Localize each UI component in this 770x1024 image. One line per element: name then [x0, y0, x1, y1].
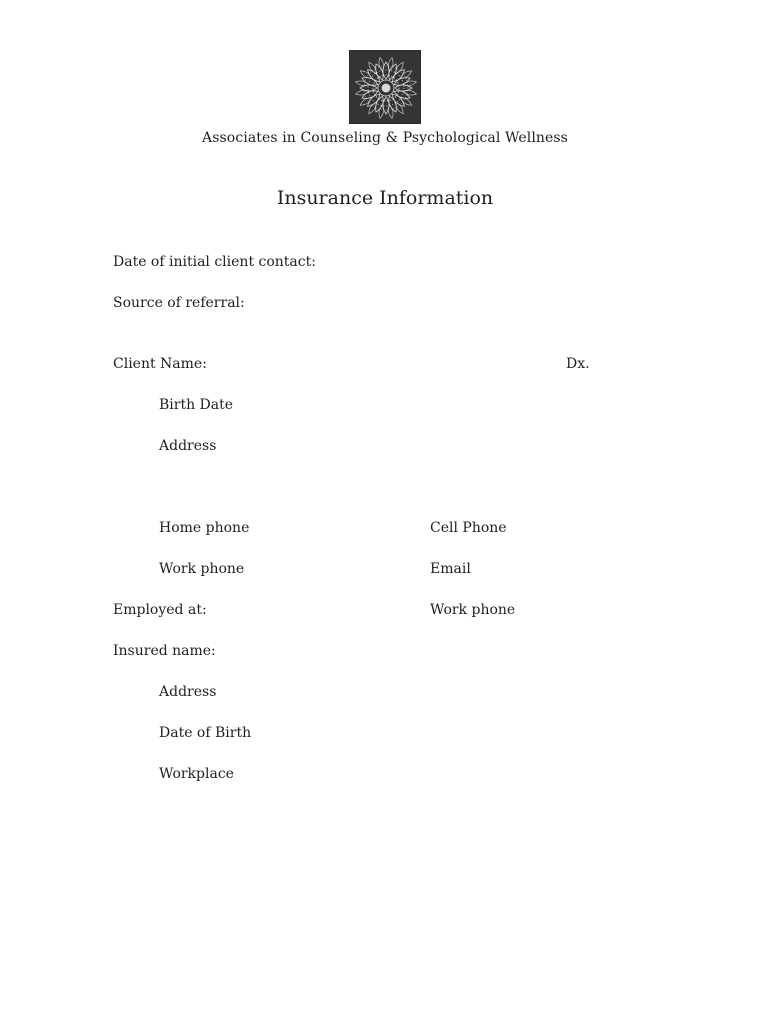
mandala-logo-graphic	[350, 51, 422, 125]
employer-work-phone-label: Work phone	[430, 602, 516, 618]
diagnosis-label: Dx.	[566, 356, 590, 372]
work-phone-label: Work phone	[159, 561, 245, 577]
client-name-label: Client Name:	[113, 356, 207, 372]
employed-at-label: Employed at:	[113, 602, 207, 618]
insured-address-label: Address	[159, 684, 217, 700]
insured-name-label: Insured name:	[113, 643, 216, 659]
email-label: Email	[430, 561, 471, 577]
client-birth-date-label: Birth Date	[159, 397, 234, 413]
page-title: Insurance Information	[276, 187, 494, 209]
insured-workplace-label: Workplace	[159, 766, 234, 782]
home-phone-label: Home phone	[159, 520, 250, 536]
organization-name: Associates in Counseling & Psychological Wellness	[202, 130, 568, 146]
referral-source-label: Source of referral:	[113, 295, 245, 311]
mandala-logo-icon	[349, 50, 421, 124]
insured-date-of-birth-label: Date of Birth	[159, 725, 252, 741]
client-address-label: Address	[159, 438, 217, 454]
cell-phone-label: Cell Phone	[430, 520, 507, 536]
initial-contact-date-label: Date of initial client contact:	[113, 254, 316, 270]
